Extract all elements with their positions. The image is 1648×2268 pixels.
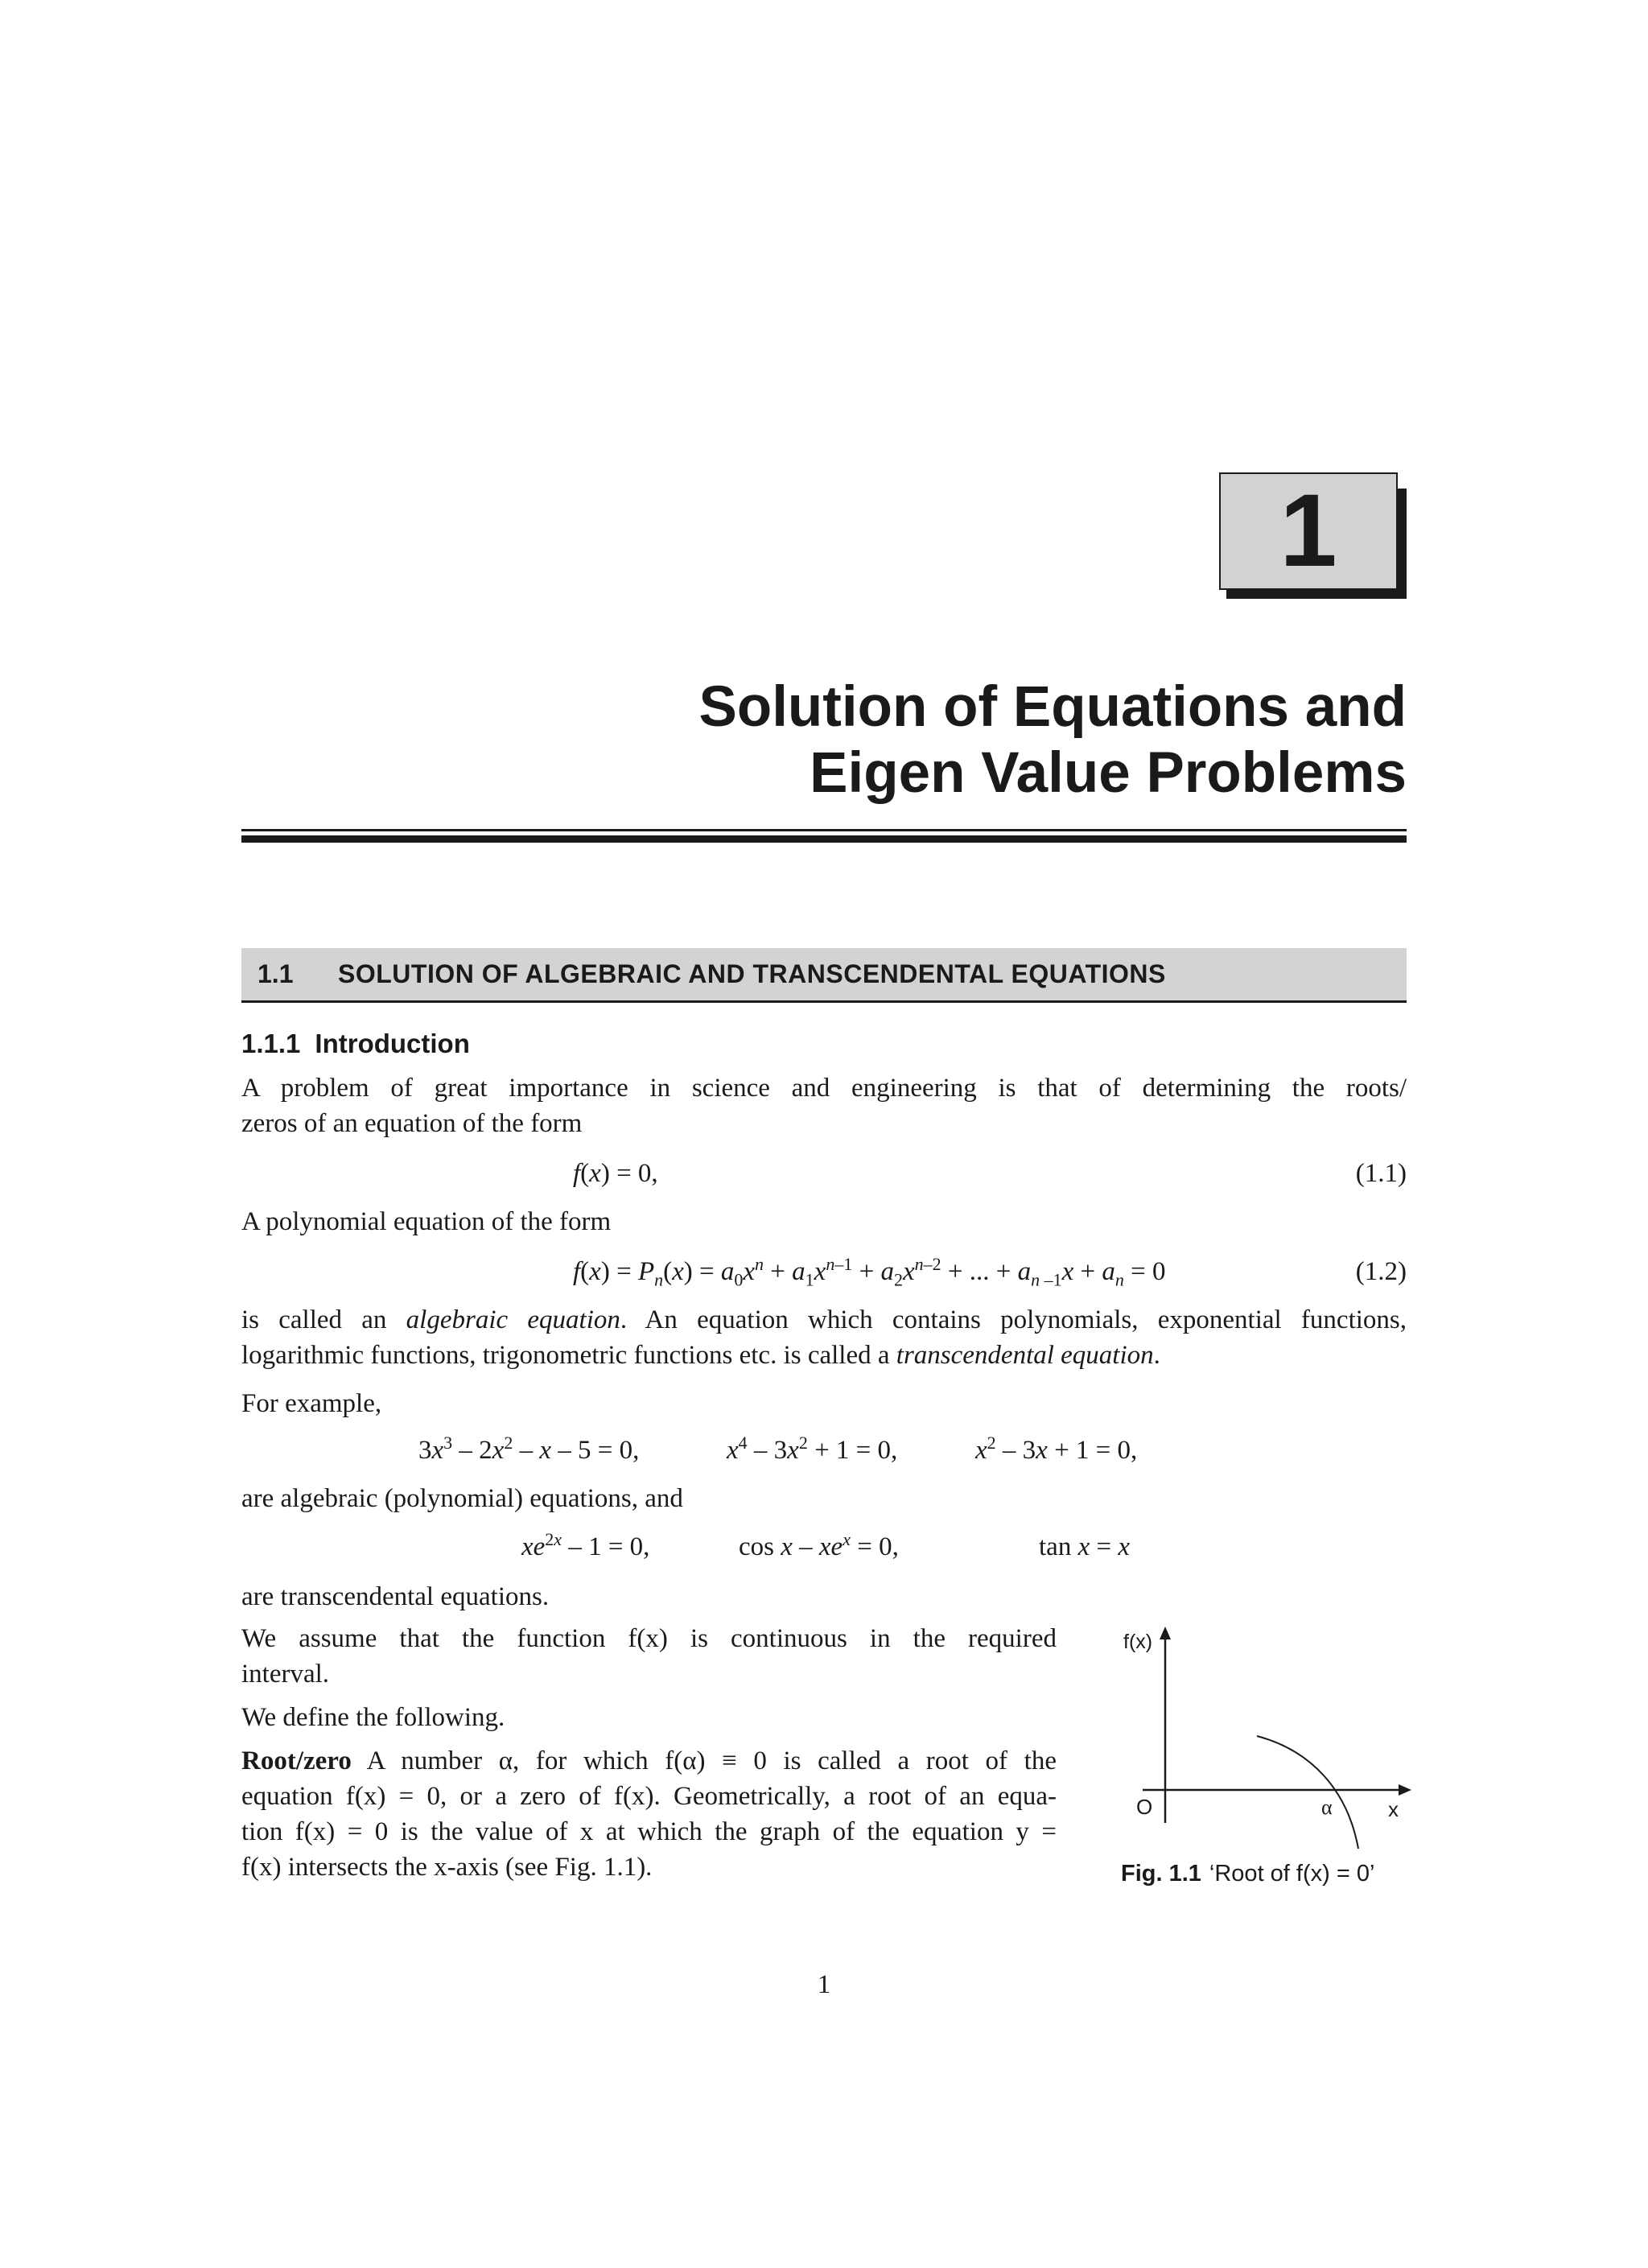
algebraic-example-3: $x^2 - 3x + 1 = 0$,	[975, 1433, 1138, 1465]
transcendental-equation-term: transcendental equation	[896, 1341, 1154, 1370]
algebraic-example-1: $3x^3 - 2x^2 - x - 5 = 0$,	[418, 1433, 640, 1465]
section-title: SOLUTION OF ALGEBRAIC AND TRANSCENDENTAL EQUATIONS	[338, 959, 1166, 988]
x-axis-arrow	[1399, 1784, 1411, 1796]
subsection-heading	[241, 1029, 484, 1059]
figure-caption-text: ‘Root of f(x) = 0’	[1209, 1861, 1375, 1887]
root-line-1-text: A number α, for which f(α) ≡ 0 is called a root of the	[351, 1746, 1057, 1775]
root-line-2: equation f(x) = 0, or a zero of f(x). Geometrically, a root of an equa-	[241, 1782, 1057, 1811]
subsection-title: Introduction	[315, 1029, 470, 1058]
y-axis-arrow	[1160, 1627, 1171, 1639]
root-figure	[1110, 1622, 1416, 1863]
assume-line-1: We assume that the function f(x) is continuous in the required	[241, 1624, 1057, 1653]
origin-label: O	[1136, 1795, 1153, 1819]
root-line-1	[241, 1743, 1057, 1779]
root-line-3: tion f(x) = 0 is the value of x at which the graph of the equation y =	[241, 1817, 1057, 1846]
algebraic-example-2: $x^4 - 3x^2 + 1 = 0$,	[727, 1433, 898, 1465]
equation-1-1: f(x) = 0,	[573, 1159, 658, 1188]
y-axis-label: f(x)	[1123, 1631, 1153, 1653]
intro-line-1: A problem of great importance in science and engineering is that of determining the roots/	[241, 1074, 1407, 1103]
title-rule-thick	[241, 835, 1407, 843]
are-transcendental: are transcendental equations.	[241, 1582, 550, 1611]
function-curve	[1257, 1736, 1358, 1849]
section-number: 1.1	[258, 959, 294, 988]
polynomial-intro: A polynomial equation of the form	[241, 1207, 612, 1236]
root-label: α	[1321, 1796, 1333, 1819]
x-axis-label: x	[1388, 1797, 1399, 1821]
are-algebraic: are algebraic (polynomial) equations, and	[241, 1484, 683, 1513]
define-line: We define the following.	[241, 1703, 505, 1732]
chapter-title	[521, 674, 1407, 806]
equation-1-2: $f(x) = P_n(x) = a_0x^n + a_1x^{n-1} + a_2x^{n-2}$ + ... + $a_{n -1}x + a_n = 0$	[573, 1254, 1166, 1290]
transcendental-definition-line: logarithmic functions, trigonometric functions etc. is called a transcendental equation.	[241, 1341, 1160, 1370]
figure-caption	[1121, 1861, 1374, 1887]
for-example: For example,	[241, 1389, 382, 1418]
log-line-pre: logarithmic functions, trigonometric functions etc. is called a	[241, 1341, 896, 1370]
root-zero-term: Root/zero	[241, 1746, 352, 1775]
assume-line-2: interval.	[241, 1660, 330, 1689]
transcendental-example-2: $\cos x - xe^x = 0$,	[739, 1529, 899, 1561]
algebraic-definition-line	[241, 1302, 1407, 1338]
transcendental-example-3: tan x = x	[1039, 1532, 1131, 1561]
subsection-number: 1.1.1	[241, 1029, 301, 1058]
chapter-title-line1: Solution of Equations and	[698, 675, 1407, 739]
called-pre: is called an	[241, 1305, 406, 1334]
algebraic-equation-term: algebraic equation	[406, 1305, 620, 1334]
section-heading	[241, 948, 1407, 1003]
title-rule-thin	[241, 829, 1407, 831]
chapter-title-line2: Eigen Value Problems	[810, 741, 1407, 805]
called-post: . An equation which contains polynomials, exponential functions,	[620, 1305, 1407, 1334]
root-line-4: f(x) intersects the x-axis (see Fig. 1.1).	[241, 1853, 653, 1882]
equation-number-1-1: (1.1)	[1355, 1159, 1407, 1188]
figure-caption-number: Fig. 1.1	[1121, 1861, 1201, 1887]
intro-line-2: zeros of an equation of the form	[241, 1109, 583, 1138]
transcendental-example-1: $xe^{2x} - 1 = 0$,	[521, 1529, 650, 1561]
equation-number-1-2: (1.2)	[1355, 1257, 1407, 1286]
chapter-number: 1	[1219, 472, 1398, 590]
page-number: 1	[817, 1970, 831, 1999]
